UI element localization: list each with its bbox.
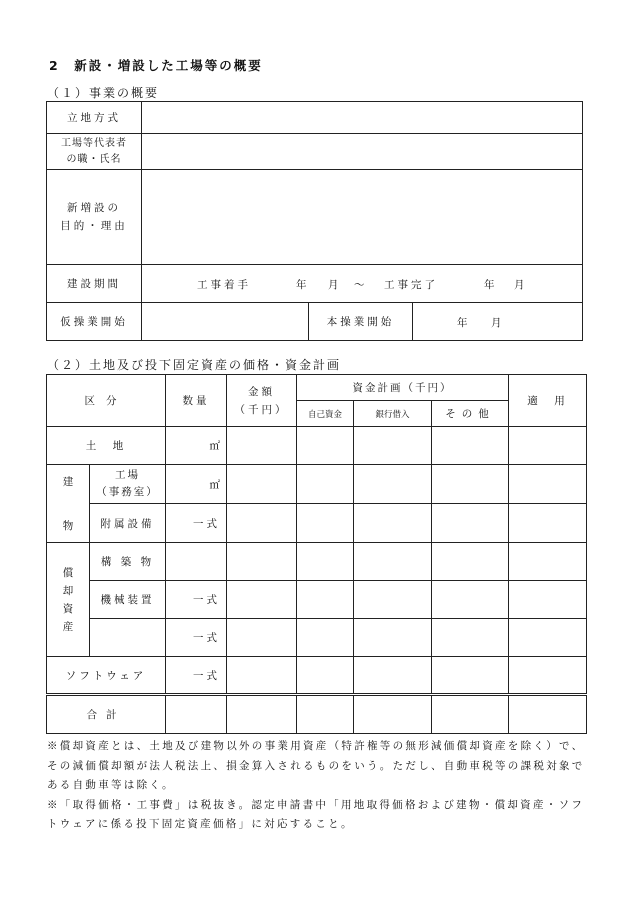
provisional-start-value[interactable] bbox=[142, 303, 309, 341]
row-blank-unit: 一式 bbox=[166, 619, 227, 657]
header-category: 区分 bbox=[47, 375, 166, 427]
footnote-acquisition-price: ※「取得価格・工事費」は税抜き。認定申請書中「用地取得価格および建物・償却資産・ソフトウェアに係る投下固定資産価格」に対応すること。 bbox=[47, 798, 585, 830]
row-attached-equipment-unit: 一式 bbox=[166, 504, 227, 543]
construction-period-value[interactable] bbox=[142, 265, 583, 303]
period-start-label: 工事着手 bbox=[197, 279, 251, 291]
row-blank-label[interactable] bbox=[90, 619, 166, 657]
main-start-label: 本操業開始 bbox=[309, 303, 413, 341]
footnotes bbox=[47, 737, 587, 835]
header-own-funds: 自己資金 bbox=[297, 401, 354, 427]
period-end-month: 月 bbox=[514, 279, 528, 291]
row-software-unit: 一式 bbox=[166, 657, 227, 695]
representative-value[interactable] bbox=[142, 134, 583, 170]
business-overview-table bbox=[46, 101, 583, 341]
part1-title: （１）事業の概要 bbox=[47, 86, 160, 100]
period-end-year: 年 bbox=[484, 279, 498, 291]
row-land-label: 土 地 bbox=[47, 427, 166, 465]
row-factory-unit: ㎡ bbox=[166, 465, 227, 504]
purpose-value[interactable] bbox=[142, 170, 583, 265]
part2-title: （２）土地及び投下固定資産の価格・資金計画 bbox=[47, 358, 342, 372]
period-start-year: 年 bbox=[296, 279, 310, 291]
period-end-label: 工事完了 bbox=[384, 279, 438, 291]
location-label: 立地方式 bbox=[47, 102, 142, 134]
representative-label: 工場等代表者 の職・氏名 bbox=[47, 134, 142, 170]
row-software-label: ソフトウェア bbox=[47, 657, 166, 695]
period-tilde: ～ bbox=[354, 279, 368, 291]
purpose-label: 新増設の 目的・理由 bbox=[47, 170, 142, 265]
section-title: 2 新設・増設した工場等の概要 bbox=[49, 58, 263, 73]
row-machinery-unit: 一式 bbox=[166, 581, 227, 619]
row-machinery-label: 機械装置 bbox=[90, 581, 166, 619]
row-land-unit: ㎡ bbox=[166, 427, 227, 465]
header-remarks: 適 用 bbox=[509, 375, 587, 427]
main-start-year: 年 bbox=[457, 317, 471, 329]
header-bank-loan: 銀行借入 bbox=[354, 401, 432, 427]
main-start-value[interactable] bbox=[413, 303, 583, 341]
header-fund-plan: 資金計画（千円） bbox=[297, 375, 509, 401]
header-quantity: 数量 bbox=[166, 375, 227, 427]
depreciable-group-label: 償 却 資 産 bbox=[47, 543, 90, 657]
header-other: その他 bbox=[432, 401, 509, 427]
building-group-label: 建 物 bbox=[47, 465, 90, 543]
provisional-start-label: 仮操業開始 bbox=[47, 303, 142, 341]
main-start-month: 月 bbox=[491, 317, 505, 329]
construction-period-label: 建設期間 bbox=[47, 265, 142, 303]
location-value[interactable] bbox=[142, 102, 583, 134]
asset-funding-table bbox=[46, 374, 587, 734]
period-start-month: 月 bbox=[328, 279, 342, 291]
row-total-label: 合計 bbox=[47, 695, 166, 734]
row-factory-label: 工場 （事務室） bbox=[90, 465, 166, 504]
header-amount: 金額 （千円） bbox=[227, 375, 297, 427]
row-attached-equipment-label: 附属設備 bbox=[90, 504, 166, 543]
row-structures-label: 構 築 物 bbox=[90, 543, 166, 581]
footnote-depreciable-assets: ※償却資産とは、土地及び建物以外の事業用資産（特許権等の無形減価償却資産を除く）で、その減価償却額が法人税法上、損金算入されるものをいう。ただし、自動車税等の課税対象である自動車等は除く。 bbox=[47, 740, 585, 791]
